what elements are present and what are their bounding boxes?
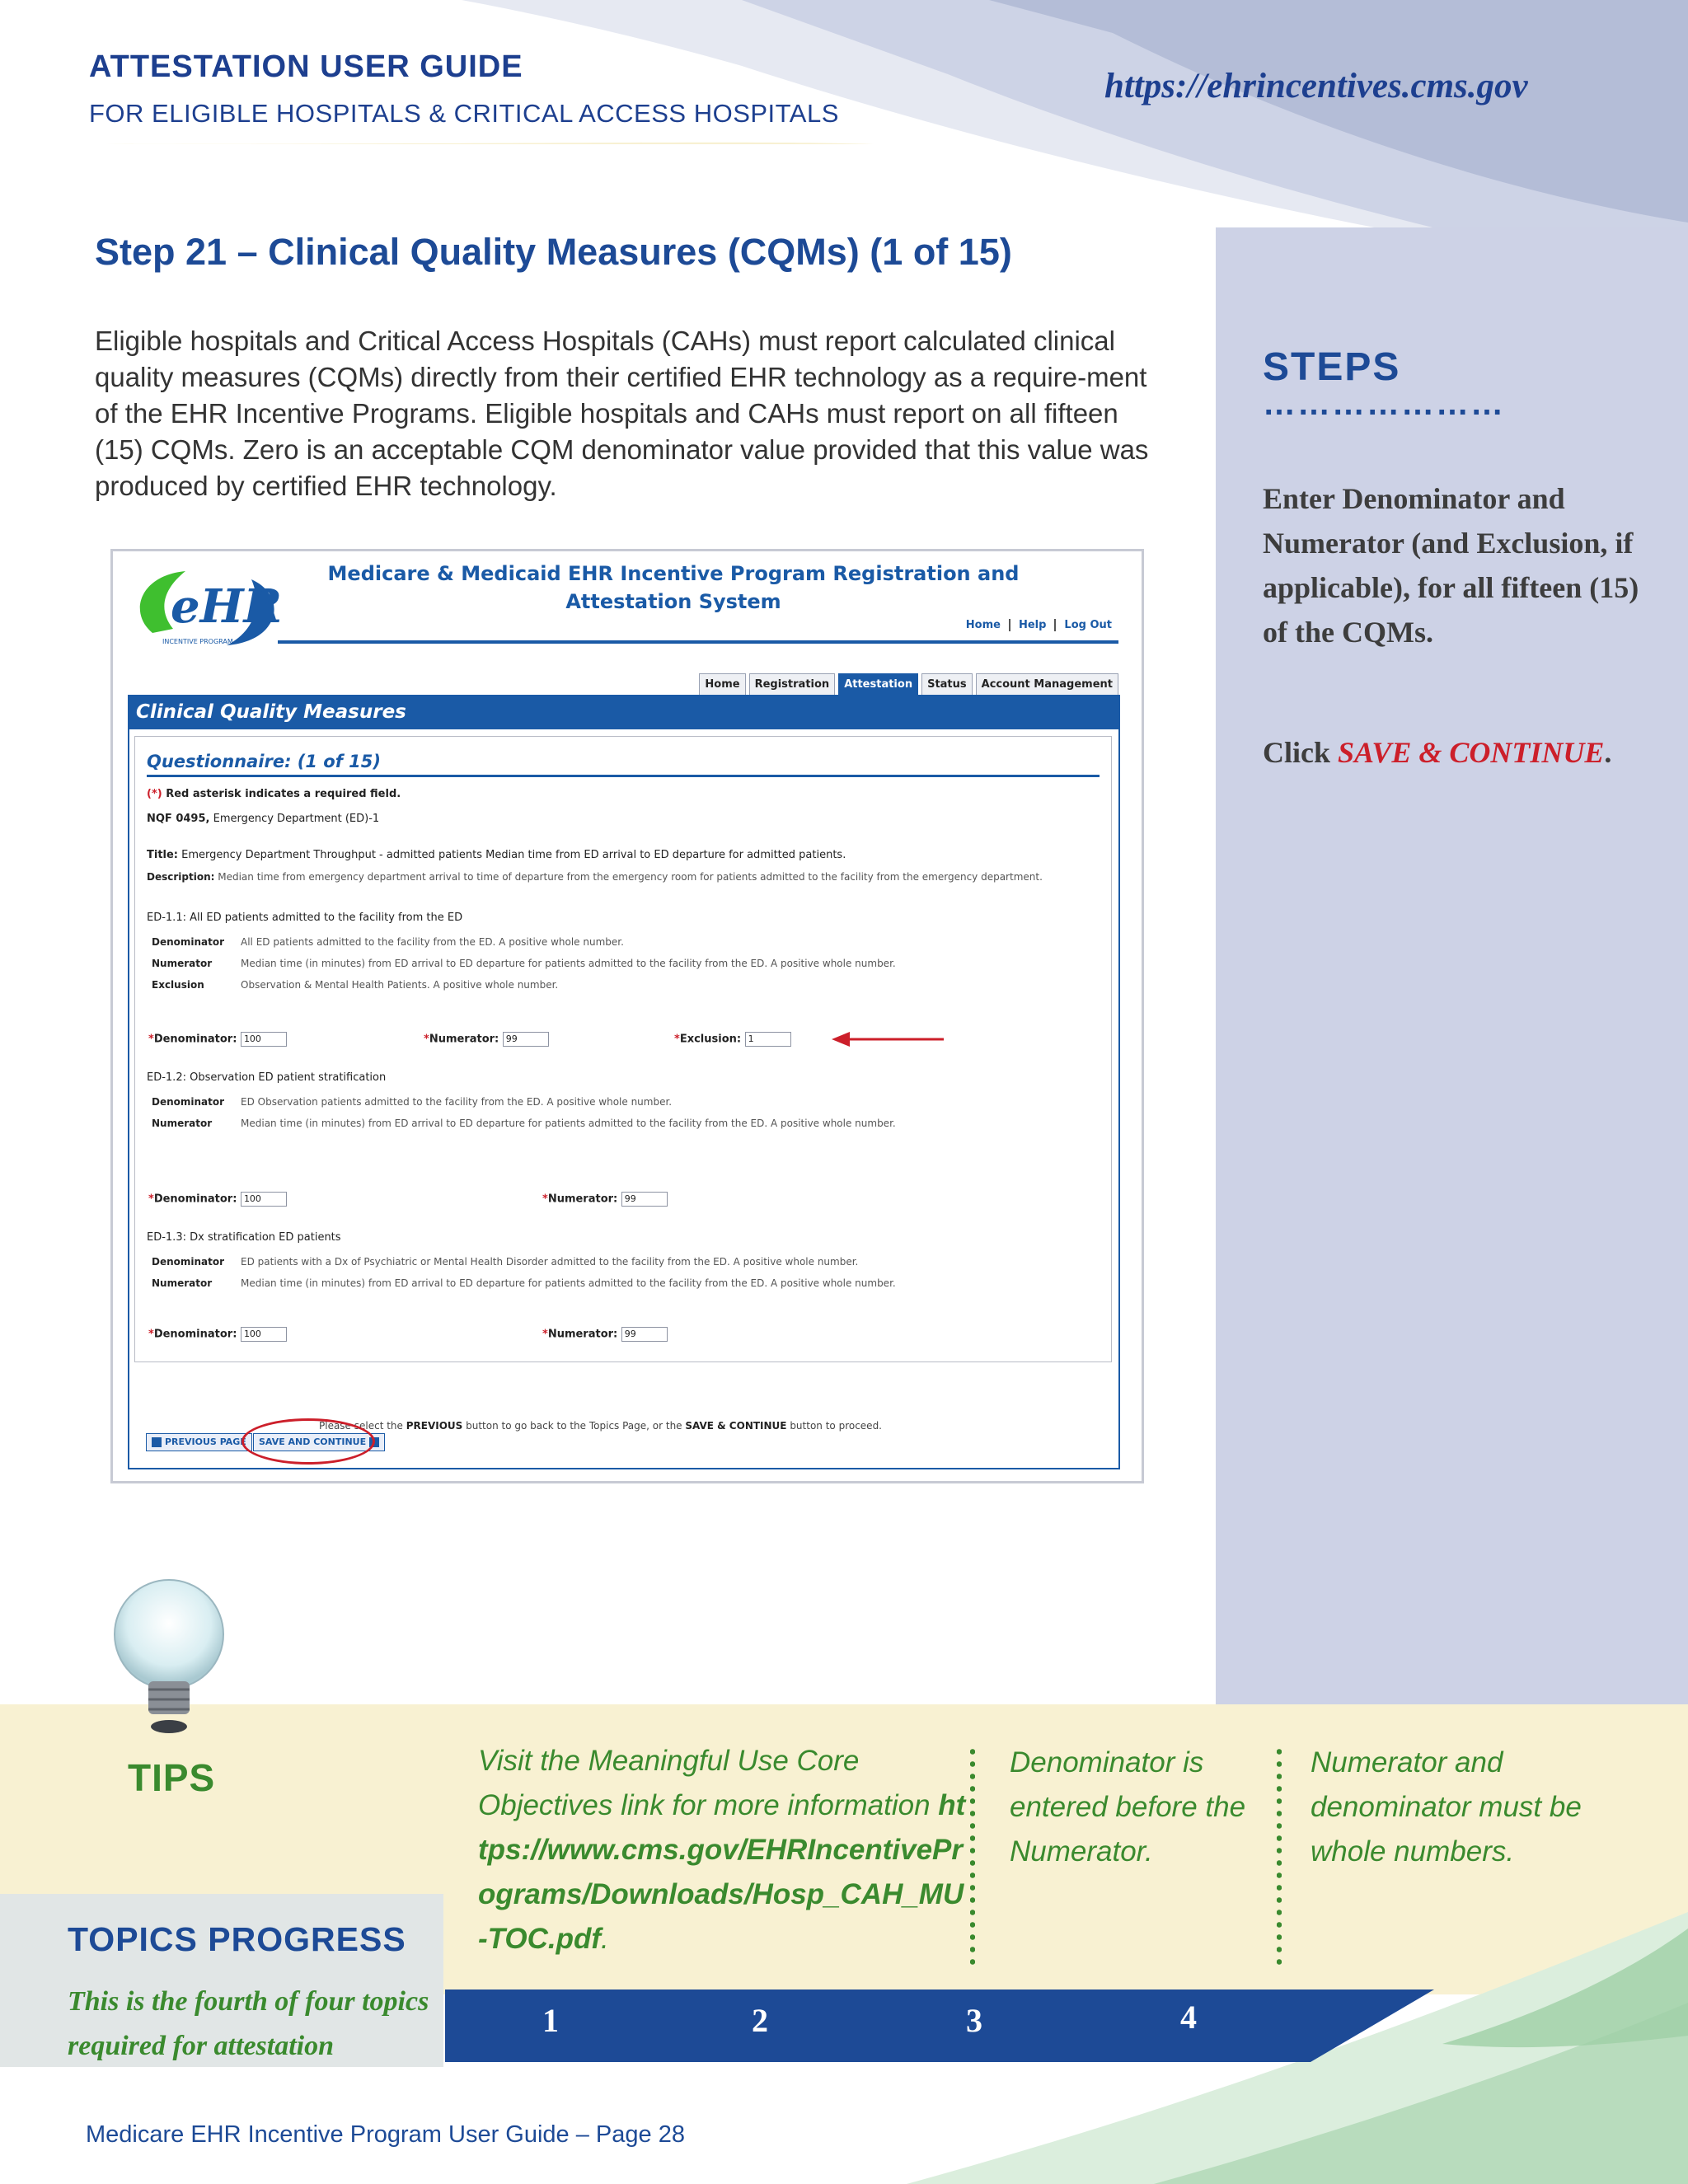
title-value: Emergency Department Throughput - admitted patients Median time from ED arrival to ED departure for admitted patients. <box>178 849 846 861</box>
tip-1-text: Visit the Meaningful Use Core Objectives link for more information <box>478 1745 939 1821</box>
highlight-circle <box>241 1418 375 1465</box>
measure-1-denominator-def <box>152 936 624 948</box>
previous-page-label: PREVIOUS PAGE <box>165 1436 246 1447</box>
progress-step-3: 3 <box>966 2002 982 2039</box>
topics-progress-text: This is the fourth of four topics required for attestation <box>68 1986 429 2061</box>
steps-divider: ………………… <box>1263 386 1505 422</box>
home-link[interactable]: Home <box>965 619 1001 631</box>
progress-step-4: 4 <box>1180 1999 1197 2036</box>
asterisk: * <box>674 1033 680 1046</box>
section-header: Clinical Quality Measures <box>128 695 1120 729</box>
asterisk: * <box>148 1193 154 1206</box>
measure-2-denominator-def <box>152 1096 672 1108</box>
guide-subtitle: FOR ELIGIBLE HOSPITALS & CRITICAL ACCESS HOSPITALS <box>89 99 839 128</box>
nav-note-save: SAVE & CONTINUE <box>685 1420 787 1432</box>
def-label: Denominator <box>152 1096 225 1108</box>
def-label: Numerator <box>152 958 213 969</box>
measure-2-numerator-def <box>152 1118 896 1129</box>
measure-3-numerator-field <box>542 1327 668 1342</box>
asterisk: * <box>424 1033 429 1046</box>
tab-account-management[interactable]: Account Management <box>976 673 1118 696</box>
intro-paragraph: Eligible hospitals and Critical Access Hospitals (CAHs) must report calculated clinical quality measures (CQMs) directly from their certified EHR technology as a require-ment of the EHR Incentive Programs. Eligible hospitals and CAHs must report on all fifteen (15) CQMs. Zero is an acceptable CQM denominator value provided that this value was produced by certified EHR technology. <box>95 326 1149 501</box>
click-suffix: . <box>1604 736 1612 769</box>
previous-arrow-icon <box>152 1437 162 1447</box>
def-label: Numerator <box>152 1277 213 1289</box>
navigation-note <box>319 1420 882 1432</box>
measure-1-denominator-field <box>148 1032 287 1047</box>
description-label: Description: <box>147 871 215 883</box>
page-title: Step 21 – Clinical Quality Measures (CQMs) (1 of 15) <box>95 231 1012 273</box>
required-note <box>147 788 401 800</box>
numerator-input[interactable]: 99 <box>621 1327 668 1342</box>
questionnaire-title: Questionnaire: (1 of 15) <box>147 752 382 771</box>
cqm-screenshot <box>110 549 1144 1483</box>
def-label: Denominator <box>152 936 225 948</box>
def-label: Exclusion <box>152 979 204 991</box>
header-rule <box>278 640 1118 644</box>
nav-note-part: button to proceed. <box>786 1420 882 1432</box>
numerator-input[interactable]: 99 <box>621 1192 668 1207</box>
denominator-input[interactable]: 100 <box>241 1192 287 1207</box>
description-value: Median time from emergency department arrival to time of departure from the emergency room for patients admitted to the facility from the emergency department. <box>214 871 1043 883</box>
tab-attestation[interactable]: Attestation <box>838 673 918 696</box>
required-mark: (*) <box>147 788 162 800</box>
topics-progress-bar <box>445 1990 1434 2062</box>
nav-note-part: button to go back to the Topics Page, or the <box>462 1420 686 1432</box>
cqm-form <box>128 729 1120 1469</box>
field-label: Denominator: <box>153 1193 237 1206</box>
asterisk: * <box>542 1328 548 1341</box>
guide-title: ATTESTATION USER GUIDE <box>89 49 523 84</box>
nav-note-part: Please select the <box>319 1420 406 1432</box>
def-label: Numerator <box>152 1118 213 1129</box>
exclusion-input[interactable]: 1 <box>745 1032 791 1047</box>
asterisk: * <box>542 1193 548 1206</box>
steps-panel <box>1216 227 1688 1707</box>
nqf-name: Emergency Department (ED)-1 <box>209 813 380 825</box>
def-text: Median time (in minutes) from ED arrival to ED departure for patients admitted to the facility from the ED. A positive whole number. <box>241 1277 896 1289</box>
ehr-logo <box>128 563 284 654</box>
required-note-text: Red asterisk indicates a required field. <box>162 788 401 800</box>
field-label: Exclusion: <box>679 1033 742 1046</box>
red-arrow-icon <box>832 1029 947 1049</box>
questionnaire-rule <box>147 775 1100 777</box>
page-footer: Medicare EHR Incentive Program User Guide – Page 28 <box>86 2121 685 2148</box>
measure-2-numerator-field <box>542 1192 668 1207</box>
nav-note-prev: PREVIOUS <box>406 1420 463 1432</box>
def-text: ED Observation patients admitted to the facility from the ED. A positive whole number. <box>241 1096 673 1108</box>
measure-2-denominator-field <box>148 1192 287 1207</box>
nqf-line <box>147 813 379 825</box>
nav-tabs <box>699 673 1118 696</box>
denominator-input[interactable]: 100 <box>241 1032 287 1047</box>
save-and-continue-label: SAVE AND CONTINUE <box>259 1436 367 1447</box>
tab-status[interactable]: Status <box>921 673 973 696</box>
title-label: Title: <box>147 849 179 861</box>
nqf-code: NQF 0495, <box>147 813 210 825</box>
measure-3-name: ED-1.3: Dx stratification ED patients <box>147 1231 341 1244</box>
tip-1-end: . <box>601 1923 609 1955</box>
measure-1-exclusion-field <box>674 1032 791 1047</box>
tips-heading: TIPS <box>128 1756 216 1799</box>
measure-1-numerator-field <box>424 1032 549 1047</box>
measure-2-name: ED-1.2: Observation ED patient stratification <box>147 1071 387 1084</box>
def-text: All ED patients admitted to the facility from the ED. A positive whole number. <box>241 936 624 948</box>
tab-registration[interactable]: Registration <box>749 673 836 696</box>
topics-progress-heading: TOPICS PROGRESS <box>68 1920 406 1958</box>
logo-text: eHR <box>171 579 283 634</box>
header-url-link[interactable]: https://ehrincentives.cms.gov <box>1104 67 1528 105</box>
numerator-input[interactable]: 99 <box>503 1032 549 1047</box>
field-label: Numerator: <box>547 1328 618 1341</box>
asterisk: * <box>148 1033 154 1046</box>
def-text: ED patients with a Dx of Psychiatric or Mental Health Disorder admitted to the facility from the ED. A positive whole number. <box>241 1256 859 1268</box>
steps-instruction: Enter Denominator and Numerator (and Exclusion, if applicable), for all fifteen (15) of the CQMs. <box>1263 482 1639 649</box>
measure-title <box>147 849 1086 861</box>
tip-1-link[interactable]: https://www.cms.gov/EHRIncentivePrograms/Downloads/Hosp_CAH_MU-TOC.pdf <box>478 1789 966 1955</box>
save-continue-callout: SAVE & CONTINUE <box>1338 736 1605 769</box>
tip-2: Denominator is entered before the Numerator. <box>1010 1746 1246 1868</box>
click-prefix: Click <box>1263 736 1339 769</box>
measure-1-numerator-def <box>152 958 896 969</box>
asterisk: * <box>148 1328 154 1341</box>
steps-heading: STEPS <box>1263 345 1401 389</box>
progress-step-2: 2 <box>752 2002 768 2039</box>
lightbulb-icon <box>107 1570 231 1743</box>
measure-3-denominator-field <box>148 1327 287 1342</box>
logo-sub: INCENTIVE PROGRAM <box>162 638 233 645</box>
progress-step-1: 1 <box>542 2002 559 2039</box>
measure-3-numerator-def <box>152 1277 896 1289</box>
measure-description <box>147 869 1086 885</box>
field-label: Denominator: <box>153 1033 237 1046</box>
def-text: Observation & Mental Health Patients. A positive whole number. <box>241 979 559 991</box>
measure-1-exclusion-def <box>152 979 558 991</box>
help-link[interactable]: Help <box>1018 619 1047 631</box>
field-label: Denominator: <box>153 1328 237 1341</box>
tip-3: Numerator and denominator must be whole numbers. <box>1311 1746 1582 1868</box>
measure-1-name: ED-1.1: All ED patients admitted to the facility from the ED <box>147 912 463 924</box>
logout-link[interactable]: Log Out <box>1064 619 1112 631</box>
system-title: Medicare & Medicaid EHR Incentive Program Registration and Attestation System <box>327 562 1020 613</box>
measure-3-denominator-def <box>152 1256 858 1268</box>
field-label: Numerator: <box>547 1193 618 1206</box>
top-links <box>961 619 1117 631</box>
def-label: Denominator <box>152 1256 225 1268</box>
field-label: Numerator: <box>429 1033 499 1046</box>
tab-home[interactable]: Home <box>699 673 745 696</box>
def-text: Median time (in minutes) from ED arrival to ED departure for patients admitted to the facility from the ED. A positive whole number. <box>241 1118 896 1129</box>
questionnaire-panel <box>134 736 1112 1362</box>
previous-page-button[interactable] <box>146 1433 252 1451</box>
steps-click-instruction <box>1263 730 1658 775</box>
def-text: Median time (in minutes) from ED arrival to ED departure for patients admitted to the facility from the ED. A positive whole number. <box>241 958 896 969</box>
denominator-input[interactable]: 100 <box>241 1327 287 1342</box>
